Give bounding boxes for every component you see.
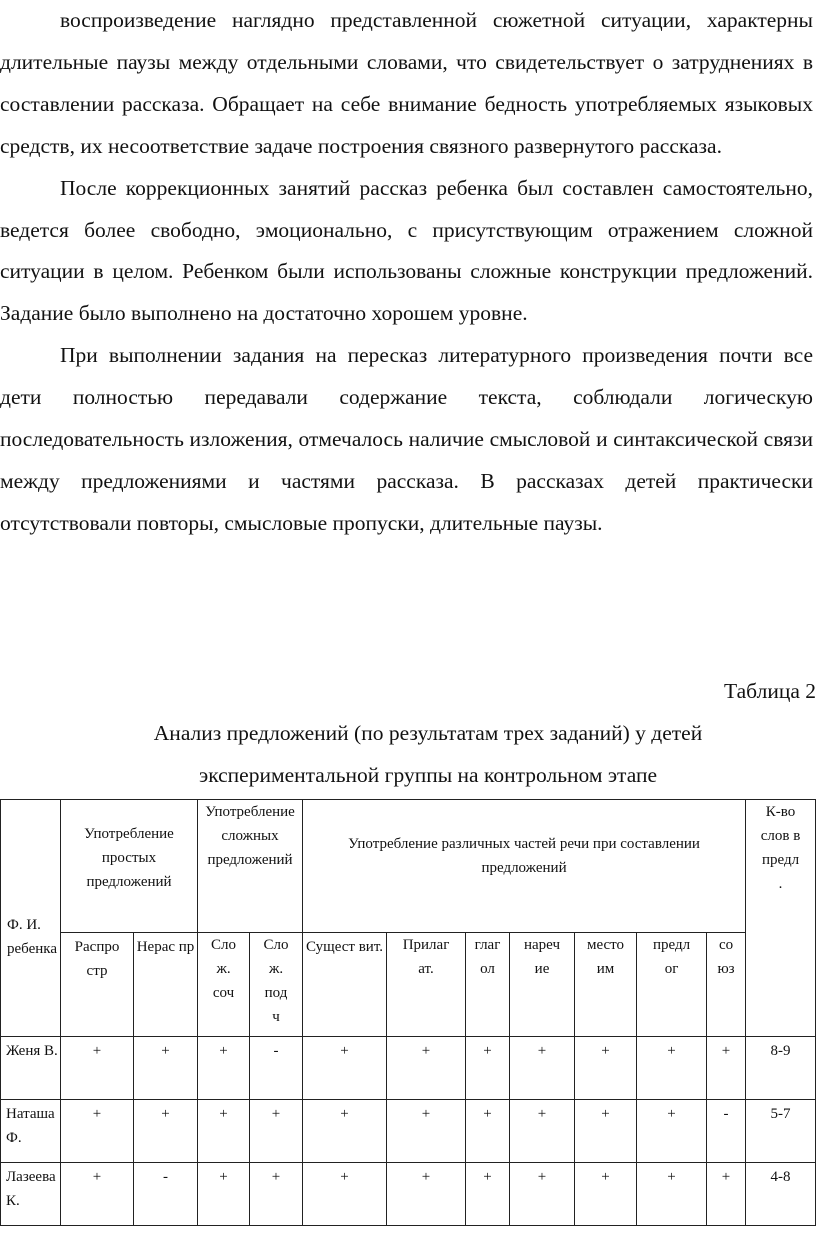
- header-fio-text: Ф. И. ребенка: [7, 917, 57, 957]
- header-simple-sentences: [61, 800, 198, 933]
- child-name: Женя В.: [1, 1037, 61, 1100]
- subheader-cell: предл ог: [637, 933, 707, 1037]
- table-row: [1, 1163, 816, 1226]
- table-cell: +: [707, 1163, 746, 1226]
- body-text: [0, 0, 813, 545]
- table-cell: +: [198, 1037, 250, 1100]
- word-count-cell: 8-9: [746, 1037, 816, 1100]
- table-cell: -: [250, 1037, 303, 1100]
- analysis-table: [0, 799, 816, 1226]
- table-cell: +: [466, 1100, 510, 1163]
- table-row: [1, 1100, 816, 1163]
- table-cell: +: [575, 1037, 637, 1100]
- table-cell: +: [198, 1163, 250, 1226]
- table-cell: -: [707, 1100, 746, 1163]
- subheader-cell: Сло ж. соч: [198, 933, 250, 1037]
- table-cell: +: [250, 1163, 303, 1226]
- word-count-cell: 5-7: [746, 1100, 816, 1163]
- table-title: [0, 712, 816, 796]
- table-cell: +: [387, 1037, 466, 1100]
- subheader-cell: Распро стр: [61, 933, 134, 1037]
- table-cell: +: [303, 1163, 387, 1226]
- table-cell: +: [303, 1100, 387, 1163]
- table-row: [1, 1037, 816, 1100]
- subheader-cell: Сло ж. под ч: [250, 933, 303, 1037]
- subheader-cell: нареч ие: [510, 933, 575, 1037]
- table-cell: +: [387, 1100, 466, 1163]
- table-cell: +: [61, 1163, 134, 1226]
- table-cell: +: [250, 1100, 303, 1163]
- child-name: Наташа Ф.: [1, 1100, 61, 1163]
- table-cell: +: [466, 1163, 510, 1226]
- subheader-cell: Нерас пр: [134, 933, 198, 1037]
- paragraph-2: После коррекционных занятий рассказ ребенка был составлен самостоятельно, ведется более свободно, эмоционально, с присутствующим отражением сложной ситуации в целом. Ребенком были использованы сложные конструкции предложений. Задание было выполнено на достаточно хорошем уровне.: [0, 175, 813, 326]
- table-title-line-2: экспериментальной группы на контрольном этапе: [198, 763, 658, 787]
- header-parts-of-speech: [303, 800, 746, 933]
- header-fio: [1, 800, 61, 1037]
- subheader-cell: Прилаг ат.: [387, 933, 466, 1037]
- header-word-count-text: К-во слов в предл.: [760, 804, 801, 892]
- header-parts-text: Употребление различных частей речи при составлении предложений: [348, 836, 700, 876]
- table-cell: +: [466, 1037, 510, 1100]
- table-cell: +: [303, 1037, 387, 1100]
- subheader-cell: место им: [575, 933, 637, 1037]
- table-cell: +: [387, 1163, 466, 1226]
- table-cell: -: [134, 1163, 198, 1226]
- paragraph-3: При выполнении задания на пересказ литературного произведения почти все дети полностью передавали содержание текста, соблюдали логическую последовательность изложения, отмечалось наличие смысловой и синтаксической связи между предложениями и частями рассказа. В рассказах детей практически отсутствовали повторы, смысловые пропуски, длительные паузы.: [0, 343, 813, 535]
- word-count-cell: 4-8: [746, 1163, 816, 1226]
- table-cell: +: [575, 1163, 637, 1226]
- table-cell: +: [510, 1100, 575, 1163]
- header-word-count: [746, 800, 816, 1037]
- table-title-line-1: Анализ предложений (по результатам трех заданий) у детей: [153, 721, 703, 745]
- table-cell: +: [707, 1037, 746, 1100]
- table-cell: +: [637, 1100, 707, 1163]
- paragraph-1: воспроизведение наглядно представленной сюжетной ситуации, характерны длительные паузы между отдельными словами, что свидетельствует о затруднениях в составлении рассказа. Обращает на себе внимание бедность употребляемых языковых средств, их несоответствие задаче построения связного развернутого рассказа.: [0, 8, 813, 158]
- subheader-cell: Сущест вит.: [303, 933, 387, 1037]
- header-complex-text: Употребление сложных предложений: [205, 804, 295, 868]
- table-cell: +: [61, 1100, 134, 1163]
- table-cell: +: [134, 1037, 198, 1100]
- header-complex-sentences: [198, 800, 303, 933]
- subheader-cell: со юз: [707, 933, 746, 1037]
- table-cell: +: [637, 1163, 707, 1226]
- table-cell: +: [510, 1037, 575, 1100]
- header-simple-text: Употребление простых предложений: [84, 826, 174, 890]
- table-cell: +: [134, 1100, 198, 1163]
- table-cell: +: [637, 1037, 707, 1100]
- table-number: Таблица 2: [724, 679, 816, 703]
- table-cell: +: [198, 1100, 250, 1163]
- table-cell: +: [61, 1037, 134, 1100]
- table-cell: +: [575, 1100, 637, 1163]
- child-name: Лазеева К.: [1, 1163, 61, 1226]
- subheader-cell: глаг ол: [466, 933, 510, 1037]
- table-cell: +: [510, 1163, 575, 1226]
